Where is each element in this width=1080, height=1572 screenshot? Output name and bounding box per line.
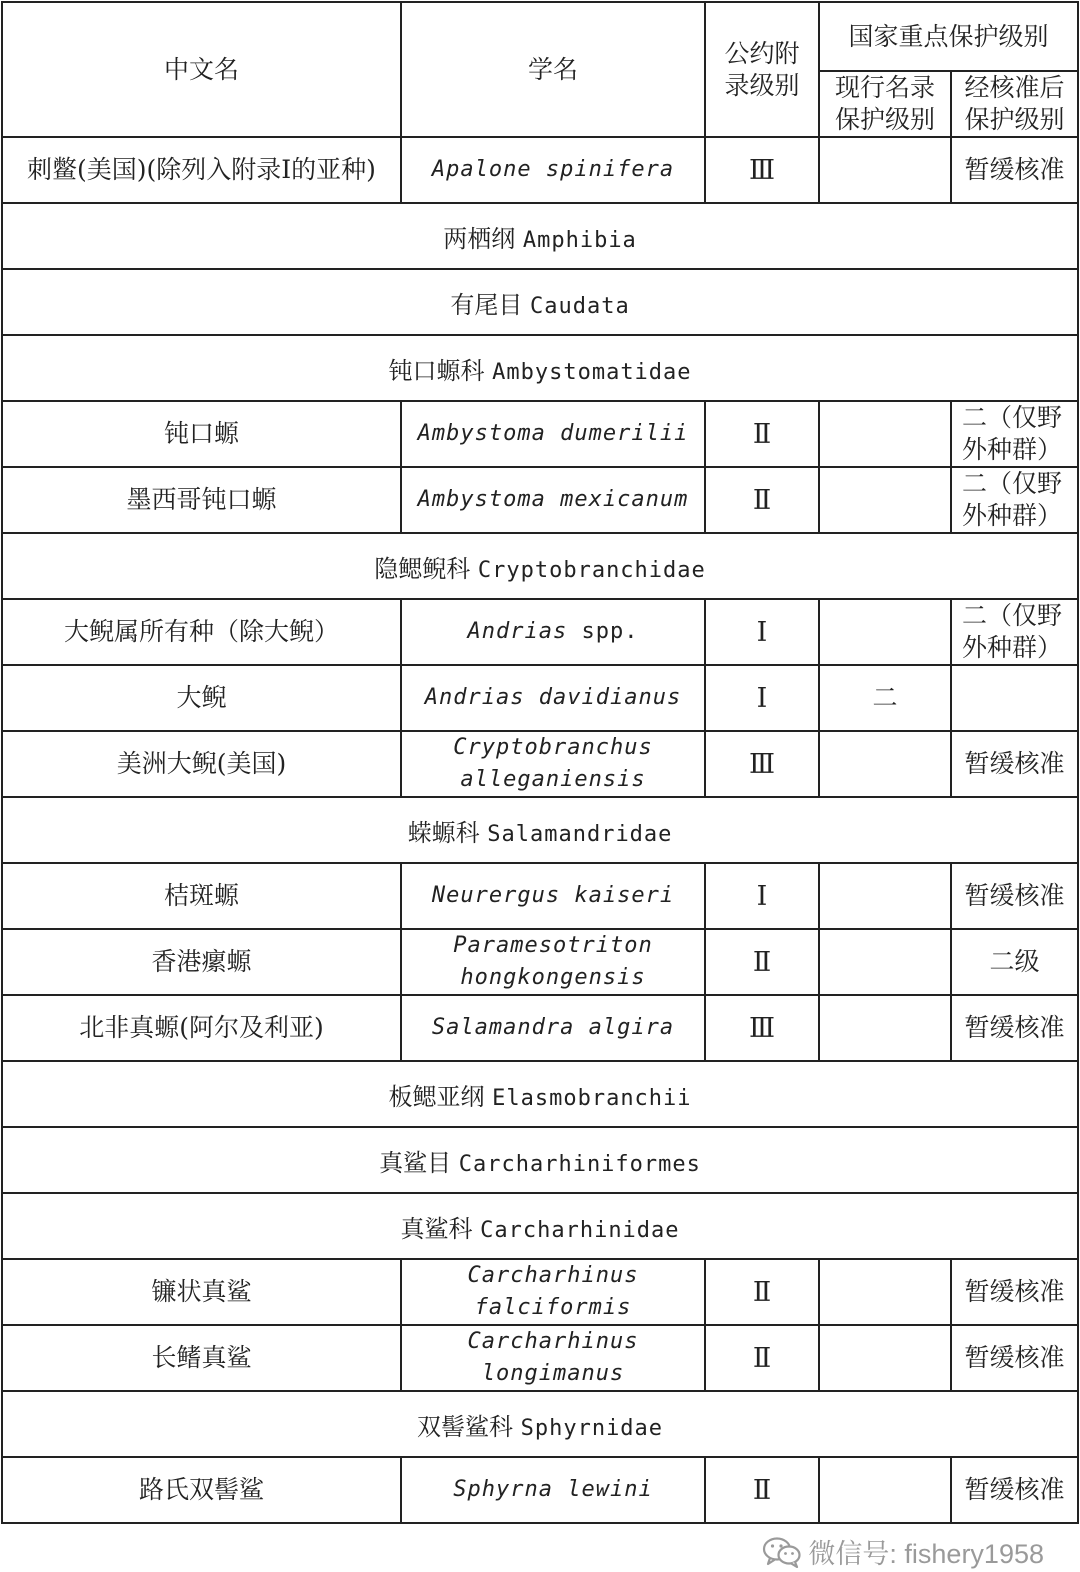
taxon-group-row	[2, 203, 1078, 269]
appendix-level-cell: Ⅲ	[705, 995, 819, 1061]
species-row	[2, 665, 1078, 731]
scientific-name-cell: Ambystoma dumerilii	[401, 401, 705, 467]
appendix-level-cell: Ⅱ	[705, 929, 819, 995]
header-appendix-level: 公约附录级别	[705, 2, 819, 137]
species-row	[2, 401, 1078, 467]
chinese-name-cell: 北非真螈(阿尔及利亚)	[2, 995, 401, 1061]
chinese-name-cell: 美洲大鲵(美国)	[2, 731, 401, 797]
header-scientific-name: 学名	[401, 2, 705, 137]
approved-level-cell: 暂缓核准	[951, 137, 1078, 203]
genus-name: Andrias	[467, 619, 568, 644]
species-row	[2, 995, 1078, 1061]
appendix-level-cell: Ⅱ	[705, 1325, 819, 1391]
taxon-chinese-name: 真鲨目	[379, 1148, 452, 1177]
chinese-name-cell: 钝口螈	[2, 401, 401, 467]
chinese-name-cell: 长鳍真鲨	[2, 1325, 401, 1391]
appendix-level-cell: Ⅱ	[705, 401, 819, 467]
approved-level-cell: 暂缓核准	[951, 1457, 1078, 1523]
header-chinese-name: 中文名	[2, 2, 401, 137]
taxon-chinese-name: 钝口螈科	[388, 356, 485, 385]
chinese-name-cell: 桔斑螈	[2, 863, 401, 929]
current-level-cell	[819, 1325, 951, 1391]
appendix-level-cell: Ⅰ	[705, 863, 819, 929]
taxon-group-row	[2, 1061, 1078, 1127]
current-level-cell	[819, 467, 951, 533]
current-level-cell	[819, 863, 951, 929]
current-level-cell: 二	[819, 665, 951, 731]
taxon-group-row	[2, 1391, 1078, 1457]
appendix-level-cell: Ⅰ	[705, 599, 819, 665]
taxon-chinese-name: 蝾螈科	[407, 818, 480, 847]
taxon-group-row	[2, 269, 1078, 335]
chinese-name-cell: 香港瘰螈	[2, 929, 401, 995]
taxon-group-cell	[2, 1061, 1078, 1127]
approved-level-cell: 暂缓核准	[951, 1325, 1078, 1391]
scientific-name-cell: Carcharhinus falciformis	[401, 1259, 705, 1325]
scientific-name-cell: Sphyrna lewini	[401, 1457, 705, 1523]
approved-level-cell: 暂缓核准	[951, 863, 1078, 929]
taxon-group-cell	[2, 1193, 1078, 1259]
taxon-group-cell	[2, 203, 1078, 269]
species-row	[2, 863, 1078, 929]
appendix-level-cell: Ⅲ	[705, 731, 819, 797]
species-row	[2, 1457, 1078, 1523]
taxon-latin-name: Sphyrnidae	[520, 1415, 664, 1441]
taxon-latin-name: Ambystomatidae	[492, 359, 692, 385]
species-protection-table	[1, 1, 1079, 1524]
taxon-group-row	[2, 1193, 1078, 1259]
approved-level-cell: 暂缓核准	[951, 731, 1078, 797]
species-row	[2, 929, 1078, 995]
taxon-latin-name: Caudata	[529, 293, 630, 319]
approved-level-cell: 暂缓核准	[951, 1259, 1078, 1325]
taxon-group-row	[2, 797, 1078, 863]
approved-level-cell: 二（仅野外种群）	[951, 401, 1078, 467]
scientific-name-cell: Salamandra algira	[401, 995, 705, 1061]
appendix-level-cell: Ⅰ	[705, 665, 819, 731]
taxon-latin-name: Salamandridae	[487, 821, 673, 847]
scientific-name-cell: Cryptobranchus alleganiensis	[401, 731, 705, 797]
taxon-group-row	[2, 533, 1078, 599]
current-level-cell	[819, 929, 951, 995]
species-row	[2, 137, 1078, 203]
species-row	[2, 731, 1078, 797]
scientific-name-cell: Apalone spinifera	[401, 137, 705, 203]
appendix-level-cell: Ⅲ	[705, 137, 819, 203]
taxon-chinese-name: 两栖纲	[443, 224, 516, 253]
taxon-chinese-name: 双髻鲨科	[416, 1412, 513, 1441]
appendix-level-cell: Ⅱ	[705, 467, 819, 533]
header-national-protection: 国家重点保护级别	[819, 2, 1078, 71]
taxon-chinese-name: 板鳃亚纲	[388, 1082, 485, 1111]
appendix-level-cell: Ⅱ	[705, 1259, 819, 1325]
taxon-group-cell	[2, 1127, 1078, 1193]
header-row	[2, 2, 1078, 71]
scientific-name-cell	[401, 599, 705, 665]
current-level-cell	[819, 731, 951, 797]
taxon-latin-name: Elasmobranchii	[492, 1085, 692, 1111]
scientific-name-cell: Carcharhinus longimanus	[401, 1325, 705, 1391]
scientific-name-cell: Neurergus kaiseri	[401, 863, 705, 929]
taxon-group-cell	[2, 533, 1078, 599]
taxon-latin-name: Amphibia	[522, 227, 637, 253]
taxon-group-cell	[2, 1391, 1078, 1457]
chinese-name-cell: 镰状真鲨	[2, 1259, 401, 1325]
current-level-cell	[819, 1457, 951, 1523]
appendix-level-cell: Ⅱ	[705, 1457, 819, 1523]
watermark	[762, 1532, 1044, 1571]
watermark-text: 微信号: fishery1958	[808, 1539, 1044, 1569]
chinese-name-cell: 大鲵	[2, 665, 401, 731]
taxon-group-row	[2, 335, 1078, 401]
scientific-name-cell: Andrias davidianus	[401, 665, 705, 731]
species-row	[2, 599, 1078, 665]
chinese-name-cell: 刺鳖(美国)(除列入附录Ⅰ的亚种)	[2, 137, 401, 203]
current-level-cell	[819, 1259, 951, 1325]
taxon-latin-name: Cryptobranchidae	[477, 557, 706, 583]
current-level-cell	[819, 995, 951, 1061]
taxon-chinese-name: 有尾目	[450, 290, 523, 319]
chinese-name-cell: 墨西哥钝口螈	[2, 467, 401, 533]
approved-level-cell	[951, 665, 1078, 731]
taxon-latin-name: Carcharhiniformes	[458, 1151, 701, 1177]
approved-level-cell: 二级	[951, 929, 1078, 995]
table-body	[2, 137, 1078, 1523]
approved-level-cell: 二（仅野外种群）	[951, 599, 1078, 665]
header-approved-level: 经核准后保护级别	[951, 71, 1078, 137]
taxon-chinese-name: 真鲨科	[400, 1214, 473, 1243]
species-row	[2, 1325, 1078, 1391]
current-level-cell	[819, 401, 951, 467]
approved-level-cell: 暂缓核准	[951, 995, 1078, 1061]
taxon-group-cell	[2, 797, 1078, 863]
taxon-group-row	[2, 1127, 1078, 1193]
approved-level-cell: 二（仅野外种群）	[951, 467, 1078, 533]
chinese-name-cell: 路氏双髻鲨	[2, 1457, 401, 1523]
current-level-cell	[819, 137, 951, 203]
species-row	[2, 467, 1078, 533]
taxon-group-cell	[2, 269, 1078, 335]
header-current-level: 现行名录保护级别	[819, 71, 951, 137]
scientific-name-cell: Paramesotriton hongkongensis	[401, 929, 705, 995]
taxon-latin-name: Carcharhinidae	[480, 1217, 680, 1243]
scientific-name-cell: Ambystoma mexicanum	[401, 467, 705, 533]
chinese-name-cell: 大鲵属所有种（除大鲵）	[2, 599, 401, 665]
taxon-chinese-name: 隐鳃鲵科	[374, 554, 471, 583]
current-level-cell	[819, 599, 951, 665]
taxon-group-cell	[2, 335, 1078, 401]
wechat-icon	[762, 1536, 802, 1568]
spp-abbrev: spp.	[567, 619, 639, 644]
species-row	[2, 1259, 1078, 1325]
